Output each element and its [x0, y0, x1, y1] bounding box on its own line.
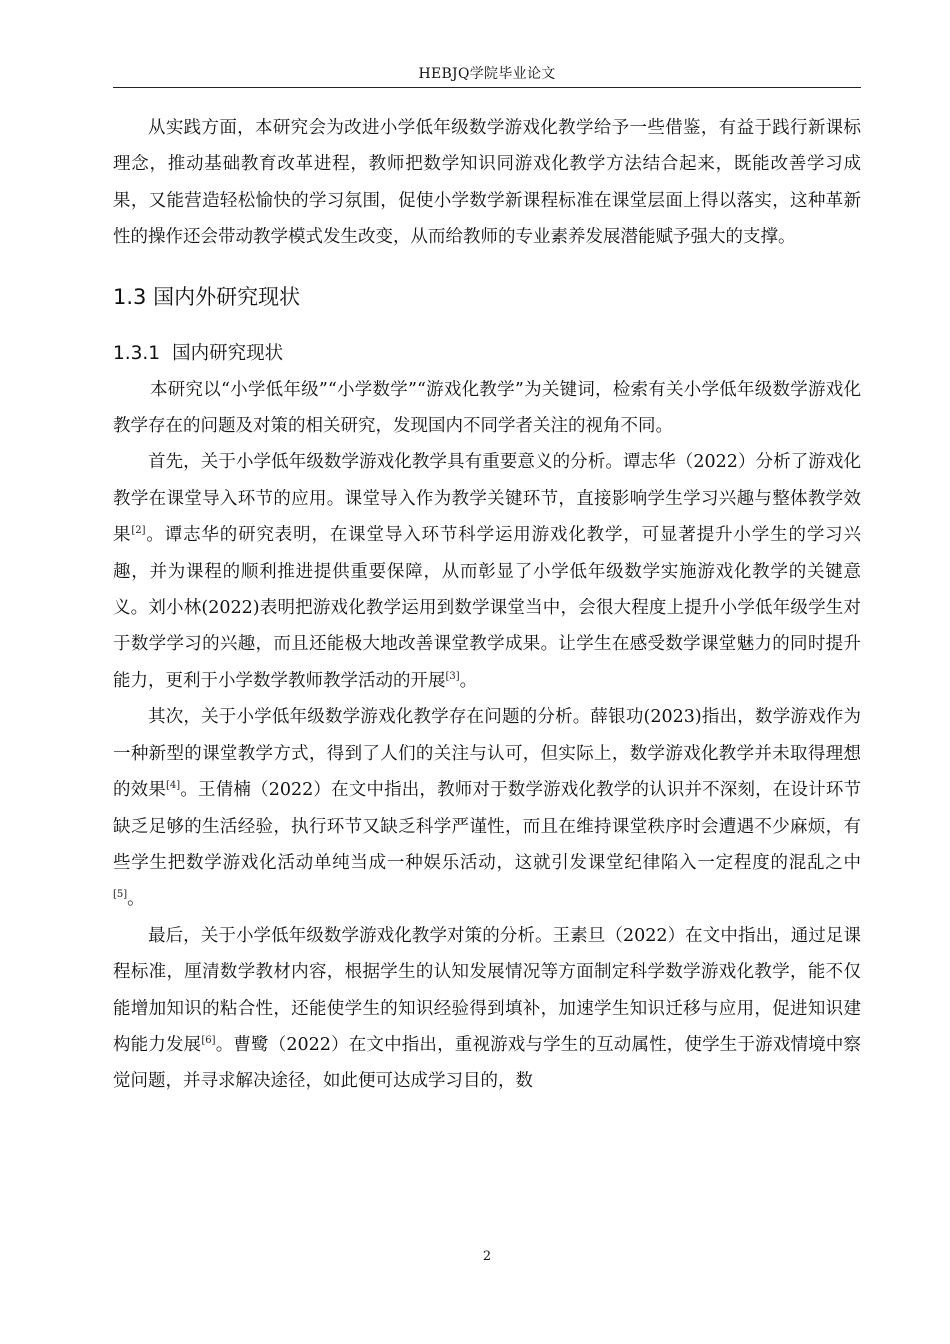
- citation-3[interactable]: [3]: [445, 671, 460, 683]
- paragraph-significance-text-a: 首先，关于小学低年级数学游戏化教学具有重要意义的分析。谭志华（2022）分析了游戏化教学在课堂导入环节的应用。课堂导入作为教学关键环节，直接影响学生学习兴趣与整体教学效果: [113, 452, 861, 546]
- subsection-title: 国内研究现状: [172, 342, 284, 364]
- citation-6[interactable]: [6]: [201, 1035, 216, 1047]
- paragraph-strategies: [113, 918, 861, 1100]
- citation-5[interactable]: [5]: [113, 889, 128, 901]
- paragraph-significance: [113, 444, 861, 699]
- paragraph-problems-text-a: 其次，关于小学低年级数学游戏化教学存在问题的分析。薛银功(2023)指出，数学游戏作为一种新型的课堂教学方式，得到了人们的关注与认可，但实际上，数学游戏化教学并未取得理想的效果: [113, 707, 861, 801]
- section-heading: 1.3 国内外研究现状: [113, 284, 301, 309]
- paragraph-problems-text-b: 。王倩楠（2022）在文中指出，教师对于数学游戏化教学的认识并不深刻，在设计环节缺乏足够的生活经验，执行环节又缺乏科学严谨性，而且在维持课堂秩序时会遭遇不少麻烦，有些学生把数学游戏化活动单纯当成一种娱乐活动，这就引发课堂纪律陷入一定程度的混乱之中: [113, 780, 861, 873]
- document-body: [113, 110, 861, 1100]
- subsection-number: 1.3.1: [113, 342, 161, 364]
- paragraph-problems-end: 。: [127, 889, 145, 910]
- citation-2[interactable]: [2]: [131, 525, 146, 537]
- running-header: HEBJQ学院毕业论文: [418, 66, 556, 82]
- subsection-heading: [113, 336, 861, 372]
- paragraph-strategies-text-b: 。曹鹭（2022）在文中指出，重视游戏与学生的互动属性，使学生于游戏情境中察觉问题，并寻求解决途径，如此便可达成学习目的，数: [113, 1034, 861, 1092]
- paragraph-significance-text-b: 。谭志华的研究表明，在课堂导入环节科学运用游戏化教学，可显著提升小学生的学习兴趣，并为课程的顺利推进提供重要保障，从而彰显了小学低年级数学实施游戏化教学的关键意义。刘小林(2022)表明把游戏化教学运用到数学课堂当中，会很大程度上提升小学低年级学生对于数学学习的兴趣，而且还能极大地改善课堂教学成果。让学生在感受数学课堂魅力的同时提升能力，更利于小学数学教师教学活动的开展: [113, 525, 862, 691]
- paragraph-intro: 本研究以“小学低年级”“小学数学”“游戏化教学”为关键词，检索有关小学低年级数学游戏化教学存在的问题及对策的相关研究，发现国内不同学者关注的视角不同。: [113, 379, 861, 437]
- paragraph-practice: 从实践方面，本研究会为改进小学低年级数学游戏化教学给予一些借鉴，有益于践行新课标理念，推动基础教育改革进程，教师把数学知识同游戏化教学方法结合起来，既能改善学习成果，又能营造轻松愉快的学习氛围，促使小学数学新课程标准在课堂层面上得以落实，这种革新性的操作还会带动教学模式发生改变，从而给教师的专业素养发展潜能赋予强大的支撑。: [113, 118, 861, 248]
- header-divider: [113, 87, 861, 88]
- paragraph-strategies-text-a: 最后，关于小学低年级数学游戏化教学对策的分析。王素旦（2022）在文中指出，通过足课程标准，厘清数学教材内容，根据学生的认知发展情况等方面制定科学数学游戏化教学，能不仅能增加知识的粘合性，还能使学生的知识经验得到填补，加速学生知识迁移与应用，促进知识建构能力发展: [113, 925, 861, 1055]
- page-number: 2: [482, 1249, 492, 1264]
- paragraph-problems: [113, 699, 861, 917]
- paragraph-significance-end: 。: [459, 670, 478, 691]
- citation-4[interactable]: [4]: [166, 780, 181, 792]
